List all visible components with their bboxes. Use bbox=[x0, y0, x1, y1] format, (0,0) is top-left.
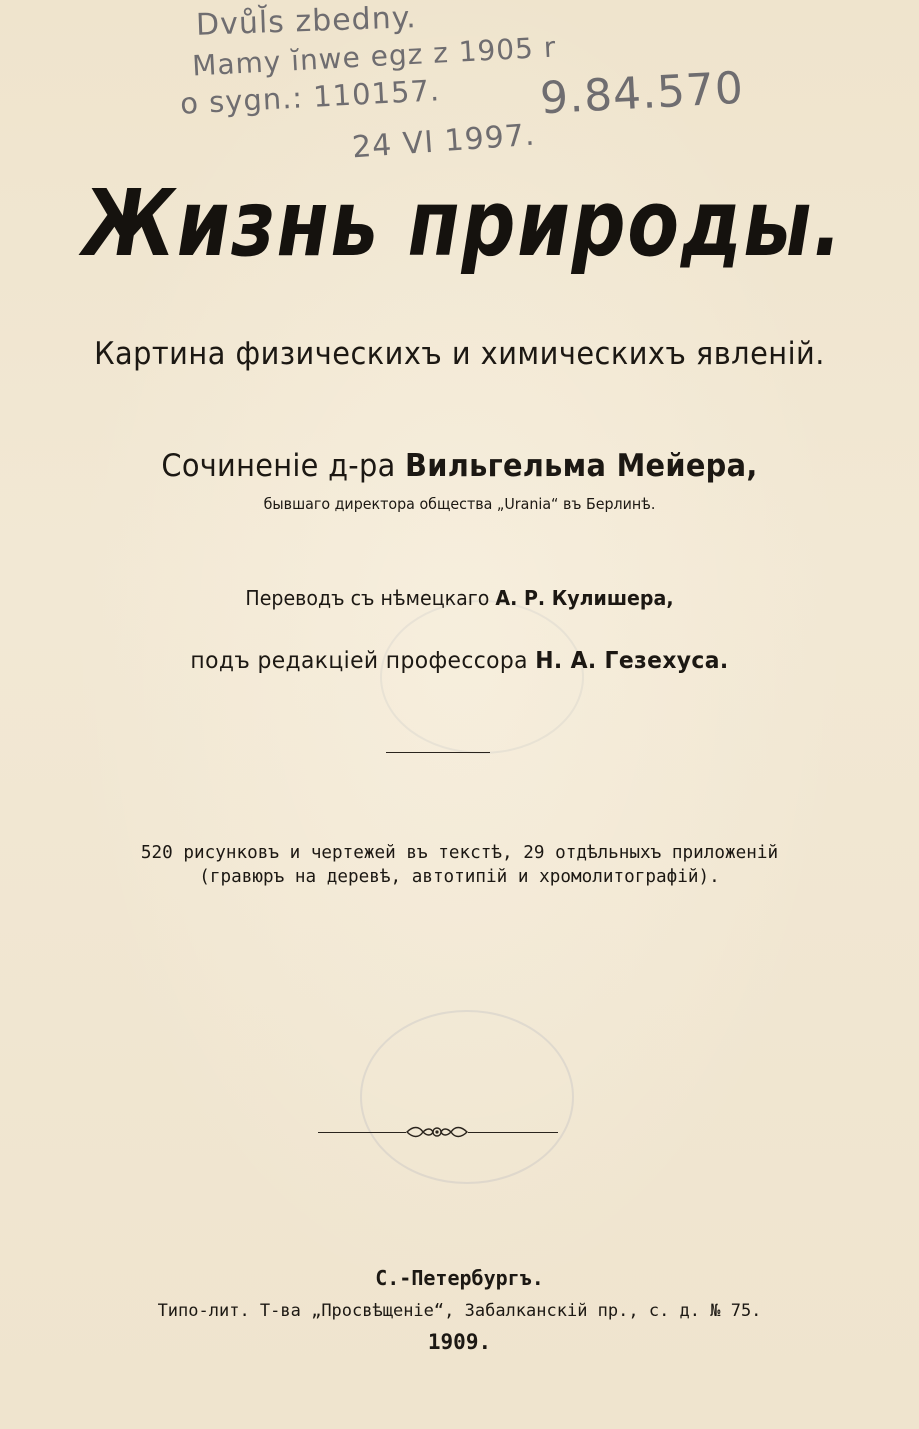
editor-line bbox=[23, 648, 896, 674]
imprint-city: С.-Петербургъ. bbox=[375, 1266, 544, 1290]
handwritten-note-2: Mamy ĭnwe egz z 1905 r bbox=[191, 30, 558, 83]
handwritten-note-3: o sygn.: 110157. bbox=[179, 73, 441, 121]
bleed-through-stamp-top bbox=[380, 600, 584, 754]
ornament-rule-right bbox=[468, 1132, 558, 1133]
imprint-printer: Типо-лит. Т-ва „Просвѣщеніе“, Забалканскій пр., с. д. № 75. bbox=[157, 1301, 762, 1321]
book-subtitle: Картина физическихъ и химическихъ явленій. bbox=[94, 336, 825, 372]
author-prefix: Сочиненіе д-ра bbox=[161, 448, 396, 484]
editor-prefix: подъ редакціей профессора bbox=[190, 648, 528, 674]
handwritten-note-4: 24 VI 1997. bbox=[351, 117, 537, 166]
translator-name: А. Р. Кулишера, bbox=[495, 586, 674, 610]
author-name: Вильгельма Мейера, bbox=[404, 448, 758, 484]
ornament-rule-left bbox=[318, 1132, 406, 1133]
ornament-flourish-icon bbox=[405, 1123, 469, 1141]
illustrations-line-1: 520 рисунковъ и чертежей въ текстѣ, 29 отдѣльныхъ приложеній bbox=[140, 842, 779, 863]
author-line bbox=[32, 448, 887, 484]
handwritten-shelf-number: 9.84.570 bbox=[538, 62, 746, 125]
divider-short bbox=[386, 752, 490, 753]
handwritten-note-1: Dvůl̆s zbedny. bbox=[195, 0, 418, 43]
translator-prefix: Переводъ съ нѣмецкаго bbox=[245, 586, 490, 610]
bleed-through-stamp-bottom bbox=[360, 1010, 574, 1184]
book-title: Жизнь природы. bbox=[82, 170, 844, 277]
editor-name: Н. А. Гезехуса. bbox=[535, 648, 729, 674]
imprint-year: 1909. bbox=[427, 1330, 492, 1354]
author-role: бывшаго директора общества „Urania“ въ Берлинѣ. bbox=[263, 495, 656, 513]
illustrations-line-2: (гравюръ на деревѣ, автотипій и хромолитографій). bbox=[199, 866, 720, 887]
translator-line bbox=[23, 586, 896, 610]
